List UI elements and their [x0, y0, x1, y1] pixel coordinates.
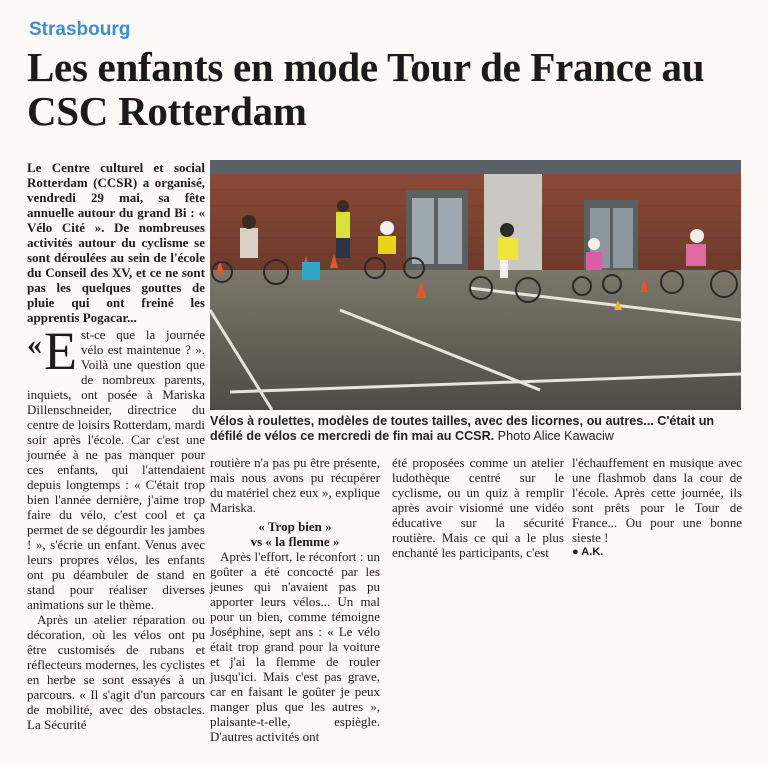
drop-cap: E: [44, 321, 77, 381]
paragraph-3-continued: été proposées comme un atelier ludothèque centré sur le cyclisme, ou un quiz à remplir après avoir visionné une vidéo éducative sur la sécurité routière. Mais ce qui a le plus enchanté les participants, c'est: [392, 455, 564, 560]
author-signature: ● A.K.: [572, 546, 604, 558]
article-column-4: [572, 455, 742, 560]
article-column-2: [210, 455, 380, 744]
schoolyard-bikes-photo: [210, 160, 741, 410]
photo-caption: [210, 414, 741, 444]
lead-paragraph: Le Centre culturel et social Rotterdam (CCSR) a organisé, vendredi 29 mai, sa fête annuelle autour du grand Bi : « Vélo Cité ». De nombreuses activités autour du cyclisme se sont déroulées au sein de l'école du Conseil des XV, et ce ne sont pas les quelques gouttes de pluie qui ont freiné les apprentis Pogacar...: [27, 160, 205, 325]
section-kicker: Strasbourg: [29, 19, 131, 40]
paragraph-1-text: st-ce que la journée vélo est maintenue ? ». Voilà une question que de nombreux parents, inquiets, ont posée à Mariska Dillenschneider, directrice du centre de loisirs Rotterdam, mardi soir après l'école. Car c'est une journée à ne pas manquer pour ces enfants, qui l'attendaient depuis longtemps : « C'était trop bien l'année dernière, j'aime trop faire du vélo, c'est cool et ça permet de se dégourdir les jambes ! », s'écrie un enfant. Venus avec leurs propres vélos, les enfants ont pu déambuler de stand en stand pour réaliser diverses animations sur le thème.: [27, 327, 205, 612]
paragraph-2: Après un atelier réparation ou décoration, où les vélos ont pu être customisés de rubans et réflecteurs modernes, les cyclistes en herbe se sont essayés à un parcours. « Il s'agit d'un parcours de mobilité, avec des obstacles. La Sécurité: [27, 612, 205, 732]
article-photo: [210, 160, 741, 410]
caption-text: Vélos à roulettes, modèles de toutes tailles, avec des licornes, ou autres... C'était un défilé de vélos ce mercredi de fin mai au CCSR.: [210, 414, 715, 443]
headline: Les enfants en mode Tour de France au CSC Rotterdam: [27, 44, 705, 134]
subhead-line-1: « Trop bien »: [258, 519, 332, 534]
paragraph-3-end: l'échauffement en musique avec une flashmob dans la cour de l'école. Après cette journée, ils sont prêts pour le Tour de France... Ou pour une bonne sieste !: [572, 455, 742, 545]
photo-credit: Photo Alice Kawaciw: [497, 429, 614, 443]
article-column-3: [392, 455, 564, 560]
opening-quote-mark: «: [27, 328, 42, 361]
paragraph-3: Après l'effort, le réconfort : un goûter a été concocté par les jeunes qui n'avaient pas pu apporter leurs vélos... Un mal pour un bien, comme témoigne Joséphine, sept ans : « Le vélo était trop grand pour la voiture et j'ai la flemme de rouler jusqu'ici. Mais c'est pas grave, car en faisant le goûter je peux manger plus que les autres », plaisante-t-elle, espiègle. D'autres activités ont: [210, 549, 380, 744]
subhead-line-2: vs « la flemme »: [250, 534, 340, 549]
paragraph-2-continued: routière n'a pas pu être présente, mais nous avons pu récupérer du matériel chez eux », explique Mariska.: [210, 455, 380, 515]
first-paragraph: [27, 321, 205, 612]
article-column-1: [27, 321, 205, 732]
